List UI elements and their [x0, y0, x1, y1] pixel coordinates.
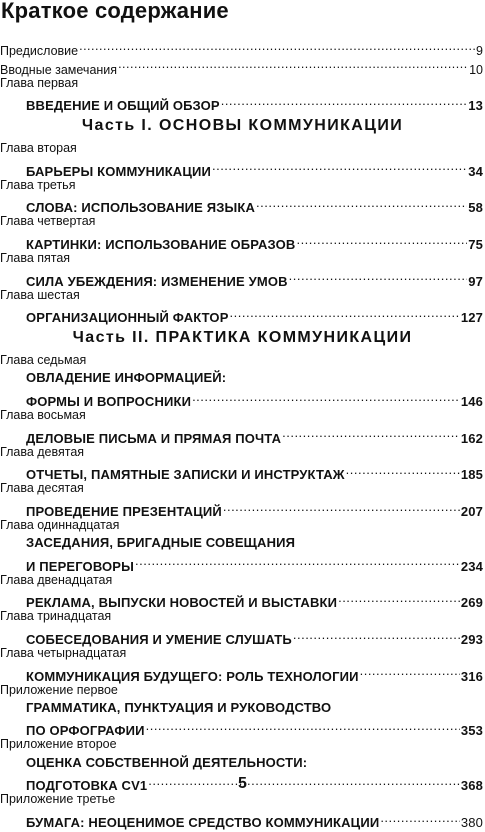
chapter-title: ПРОВЕДЕНИЕ ПРЕЗЕНТАЦИЙ [26, 503, 222, 519]
toc-page-number: 9 [476, 44, 483, 59]
chapter-label: Глава десятая [0, 481, 84, 496]
leader-dots [338, 589, 460, 607]
chapter-title-line: ОВЛАДЕНИЕ ИНФОРМАЦИЕЙ: [26, 370, 227, 386]
toc-page-number: 97 [468, 273, 483, 289]
toc-page-number: 162 [460, 430, 483, 446]
chapter-label: Глава четвертая [0, 214, 96, 229]
leader-dots [212, 157, 467, 175]
chapter-title: СИЛА УБЕЖДЕНИЯ: ИЗМЕНЕНИЕ УМОВ [26, 273, 288, 289]
chapter-label: Глава девятая [0, 444, 85, 459]
leader-dots [360, 662, 460, 680]
chapter-title: СОБЕСЕДОВАНИЯ И УМЕНИЕ СЛУШАТЬ [26, 631, 292, 647]
toc-page-number: 234 [460, 558, 483, 574]
toc-page-number: 269 [460, 595, 483, 611]
chapter-title: ОРГАНИЗАЦИОННЫЙ ФАКТОР [26, 310, 229, 326]
chapter-title: ОТЧЕТЫ, ПАМЯТНЫЕ ЗАПИСКИ И ИНСТРУКТАЖ [26, 467, 345, 483]
leader-dots [118, 55, 468, 73]
leader-dots [135, 552, 460, 570]
leader-dots [256, 194, 467, 212]
chapter-label: Глава тринадцатая [0, 609, 112, 624]
chapter-title: КОММУНИКАЦИЯ БУДУЩЕГО: РОЛЬ ТЕХНОЛОГИИ [26, 668, 359, 684]
chapter-label: Глава первая [0, 75, 79, 90]
toc-entry-chapter-13 [0, 626, 485, 647]
toc-page-number: 207 [460, 503, 483, 519]
appendix-title-line: ГРАММАТИКА, ПУНКТУАЦИЯ И РУКОВОДСТВО [26, 699, 332, 715]
appendix-title-line: ОЦЕНКА СОБСТВЕННОЙ ДЕЯТЕЛЬНОСТИ: [26, 754, 308, 770]
toc-entry-preface [0, 37, 485, 59]
leader-dots [282, 424, 460, 442]
leader-dots [146, 717, 460, 735]
part-heading: Часть II. ПРАКТИКА КОММУНИКАЦИИ [72, 329, 413, 347]
chapter-label: Глава четырнадцатая [0, 645, 127, 660]
toc-entry-chapter-11 [0, 552, 485, 574]
chapter-title-line: ЗАСЕДАНИЯ, БРИГАДНЫЕ СОВЕЩАНИЯ [26, 535, 296, 551]
leader-dots [293, 626, 460, 644]
chapter-title: И ПЕРЕГОВОРЫ [26, 558, 134, 574]
toc-page-number: 127 [460, 310, 483, 326]
appendix-title: ПОДГОТОВКА CV1 [26, 778, 148, 794]
appendix-label: Приложение второе [0, 737, 117, 752]
leader-dots [296, 231, 467, 249]
toc-entry-appendix-1 [0, 717, 485, 739]
page-number: 5 [238, 775, 247, 792]
leader-dots [346, 461, 460, 479]
leader-dots [380, 809, 460, 827]
appendix-title: ПО ОРФОГРАФИИ [26, 723, 145, 739]
toc-page-number: 34 [468, 163, 483, 179]
toc-page-number: 75 [468, 236, 483, 252]
toc-page-number: 13 [468, 98, 483, 114]
appendix-title: БУМАГА: НЕОЦЕНИМОЕ СРЕДСТВО КОММУНИКАЦИИ [26, 814, 380, 830]
toc-page-number: 353 [460, 723, 483, 739]
chapter-label: Глава третья [0, 177, 76, 192]
page-title: Краткое содержание [1, 0, 229, 23]
toc-entry-chapter-7 [0, 388, 485, 410]
chapter-title: КАРТИНКИ: ИСПОЛЬЗОВАНИЕ ОБРАЗОВ [26, 236, 296, 252]
toc-entry-chapter-12 [0, 589, 485, 611]
chapter-label: Глава седьмая [0, 353, 87, 368]
toc-entry-chapter-10 [0, 498, 485, 519]
leader-dots [230, 304, 460, 322]
chapter-label: Глава вторая [0, 141, 77, 156]
toc-entry-chapter-2 [0, 157, 485, 179]
chapter-label: Глава пятая [0, 250, 71, 265]
toc-entry-intro-notes [0, 55, 485, 77]
appendix-label: Приложение третье [0, 792, 116, 807]
toc-page-number: 293 [460, 631, 483, 647]
chapter-title: ДЕЛОВЫЕ ПИСЬМА И ПРЯМАЯ ПОЧТА [26, 430, 282, 446]
toc-page-number: 380 [460, 814, 483, 830]
toc-page-number: 10 [469, 62, 483, 77]
toc-entry-appendix-3 [0, 809, 485, 830]
toc-entry-chapter-4 [0, 231, 485, 252]
toc-page-number: 368 [460, 778, 483, 794]
chapter-label: Глава шестая [0, 287, 80, 302]
chapter-title: РЕКЛАМА, ВЫПУСКИ НОВОСТЕЙ И ВЫСТАВКИ [26, 595, 338, 611]
leader-dots [79, 37, 475, 55]
toc-entry-label: Вводные замечания [0, 62, 118, 77]
toc-entry-chapter-1 [0, 92, 485, 114]
chapter-title: ФОРМЫ И ВОПРОСНИКИ [26, 394, 192, 410]
toc-entry-chapter-6 [0, 304, 485, 326]
toc-entry-chapter-9 [0, 461, 485, 483]
leader-dots [223, 498, 460, 516]
chapter-label: Глава восьмая [0, 408, 86, 423]
leader-dots [221, 92, 468, 110]
chapter-label: Глава двенадцатая [0, 572, 113, 587]
toc-page-number: 316 [460, 668, 483, 684]
toc-entry-chapter-14 [0, 662, 485, 684]
toc-entry-chapter-3 [0, 194, 485, 216]
toc-entry-chapter-5 [0, 267, 485, 289]
chapter-title: СЛОВА: ИСПОЛЬЗОВАНИЕ ЯЗЫКА [26, 200, 256, 216]
chapter-title: БАРЬЕРЫ КОММУНИКАЦИИ [26, 163, 211, 179]
chapter-label: Глава одиннадцатая [0, 517, 120, 532]
leader-dots [192, 388, 460, 406]
table-of-contents [0, 37, 485, 830]
appendix-label: Приложение первое [0, 682, 118, 697]
chapter-title: ВВЕДЕНИЕ И ОБЩИЙ ОБЗОР [26, 98, 220, 114]
toc-entry-chapter-8 [0, 424, 485, 446]
leader-dots [289, 267, 468, 285]
toc-entry-label: Предисловие [0, 44, 79, 59]
toc-page-number: 58 [468, 200, 483, 216]
toc-page-number: 146 [460, 394, 483, 410]
part-heading: Часть I. ОСНОВЫ КОММУНИКАЦИИ [81, 117, 404, 135]
toc-page-number: 185 [460, 467, 483, 483]
